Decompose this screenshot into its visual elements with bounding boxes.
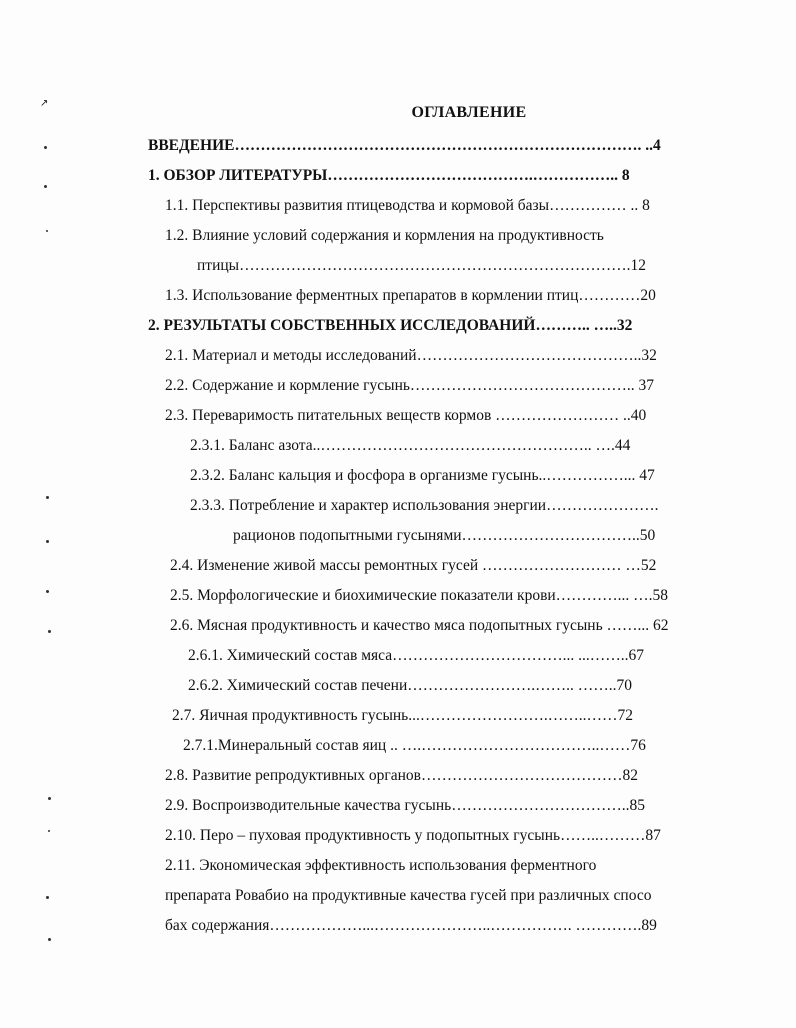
toc-entry: 2.1. Материал и методы исследований……………………………………..32: [165, 347, 657, 364]
scan-artifact: [46, 496, 49, 499]
toc-entry: 2. РЕЗУЛЬТАТЫ СОБСТВЕННЫХ ИССЛЕДОВАНИЙ……….. …..32: [148, 317, 633, 334]
scan-artifact: [46, 590, 49, 593]
toc-entry: 2.3.1. Баланс азота..…………………………………………….. ….44: [190, 437, 631, 454]
toc-entry: 2.5. Морфологические и биохимические показатели крови…………... ….58: [170, 587, 669, 604]
scan-artifact: [44, 185, 47, 188]
toc-entry: 2.3.3. Потребление и характер использования энергии………………….: [190, 497, 659, 514]
toc-entry: 2.8. Развитие репродуктивных органов…………………………………82: [165, 767, 638, 784]
page-title: ОГЛАВЛЕНИЕ: [411, 104, 527, 121]
scan-artifact: [46, 230, 48, 232]
scan-artifact: [46, 896, 49, 899]
toc-entry: 1.3. Использование ферментных препаратов в кормлении птиц…………20: [165, 287, 656, 304]
toc-entry: ВВЕДЕНИЕ……………………………………………………………………. ..4: [148, 137, 661, 154]
scan-artifact: [46, 540, 49, 543]
scan-artifact: [48, 938, 51, 941]
toc-entry: рационов подопытными гусынями……………………………..50: [233, 527, 656, 544]
scan-artifact: [48, 830, 50, 832]
toc-entry: 2.6. Мясная продуктивность и качество мяса подопытных гусынь ……... 62: [170, 617, 669, 634]
toc-entry: препарата Ровабио на продуктивные качества гусей при различных спосо: [165, 887, 652, 904]
toc-entry: 2.10. Перо – пуховая продуктивность у подопытных гусынь……..………87: [165, 827, 661, 844]
toc-entry: 2.6.1. Химический состав мяса……………………………... ...……..67: [188, 647, 644, 664]
scan-artifact: [48, 630, 51, 633]
toc-entry: 2.3.2. Баланс кальция и фосфора в организме гусынь..……………... 47: [190, 467, 655, 484]
toc-entry: 2.3. Переваримость питательных веществ кормов …………………… ..40: [165, 407, 647, 424]
toc-entry: 2.9. Воспроизводительные качества гусынь……………………………..85: [165, 797, 645, 814]
toc-entry: 2.7. Яичная продуктивность гусынь...…………………….……..……72: [172, 707, 633, 724]
scan-artifact: [48, 797, 51, 800]
toc-entry: 2.2. Содержание и кормление гусынь…………………………………….. 37: [165, 377, 655, 394]
toc-entry: бах содержания………………...…………………..……………. ………….89: [165, 917, 657, 934]
toc-entry: 2.7.1.Минеральный состав яиц .. ….……………………………..……76: [183, 737, 646, 754]
scan-artifact: [44, 146, 47, 149]
toc-entry: 1. ОБЗОР ЛИТЕРАТУРЫ………………………………….…………….. 8: [148, 167, 630, 184]
toc-entry: 2.6.2. Химический состав печени…………………….…….. ……..70: [188, 677, 633, 694]
toc-entry: птицы………………………………………………………………….12: [197, 257, 646, 274]
toc-entry: 2.11. Экономическая эффективность использования ферментного: [165, 857, 597, 874]
toc-entry: 2.4. Изменение живой массы ремонтных гусей ……………………… …52: [170, 557, 657, 574]
toc-entry: 1.1. Перспективы развития птицеводства и кормовой базы…………… .. 8: [165, 197, 650, 214]
toc-entry: 1.2. Влияние условий содержания и кормления на продуктивность: [165, 227, 604, 244]
scan-artifact: ↗: [40, 98, 49, 109]
